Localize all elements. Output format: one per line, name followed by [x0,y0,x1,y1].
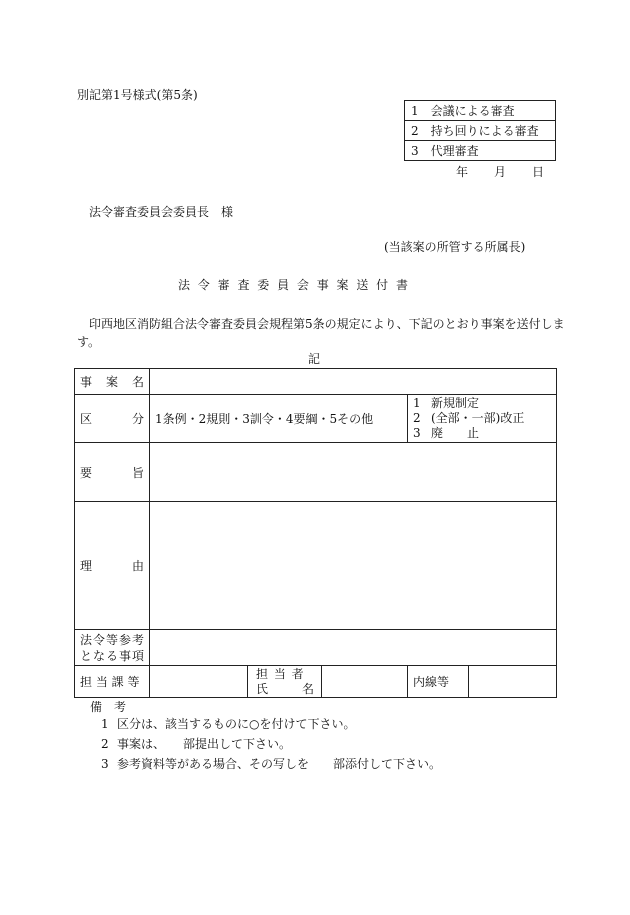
sender: (当該案の所管する所属長) [384,240,526,254]
label-jian-name: 事 案 名 [75,369,150,395]
ki-label: 記 [308,352,321,366]
row-youshi [75,443,557,502]
date-line: 年 月 日 [456,165,545,179]
review-type-row: 3 代理審査 [405,141,556,161]
value-tantousha[interactable] [322,666,408,698]
row-reference [75,630,557,666]
review-type-table [404,100,556,161]
body-text-line2: す。 [77,335,101,349]
label-tantou-ka: 担 当 課 等 [75,666,150,698]
label-tantousha: 担 当 者 氏 名 [248,666,322,698]
row-tantou [75,666,557,698]
label-riyu: 理 由 [75,502,150,630]
label-youshi: 要 旨 [75,443,150,502]
label-kubun: 区 分 [75,395,150,443]
value-riyu[interactable] [150,502,557,630]
document-title: 法 令 審 査 委 員 会 事 案 送 付 書 [178,278,410,292]
note-item: 2 事案は、 部提出して下さい。 [101,737,292,751]
row-jian-name [75,369,557,395]
row-riyu [75,502,557,630]
value-kubun[interactable]: 1条例・2規則・3訓令・4要綱・5その他 [150,395,408,443]
label-reference: 法令等参考 となる事項 [75,630,150,666]
addressee: 法令審査委員会委員長 様 [89,205,234,219]
main-form-table [74,368,557,698]
kubun-options[interactable] [408,395,557,443]
value-jian-name[interactable] [150,369,557,395]
review-type-row: 1 会議による審査 [405,101,556,121]
label-naisen: 内線等 [408,666,469,698]
note-item: 1 区分は、該当するものに○を付けて下さい。 [101,717,356,731]
row-kubun [75,395,557,443]
kubun-option: 1 新規制定 [413,396,480,410]
kubun-option: 3 廃 止 [413,426,480,440]
note-item: 3 参考資料等がある場合、その写しを 部添付して下さい。 [101,757,442,771]
review-type-row: 2 持ち回りによる審査 [405,121,556,141]
kubun-option: 2 (全部・一部)改正 [413,411,525,425]
form-number: 別記第1号様式(第5条) [77,88,198,102]
value-youshi[interactable] [150,443,557,502]
value-tantou-ka[interactable] [150,666,248,698]
value-reference[interactable] [150,630,557,666]
body-text-line1: 印西地区消防組合法令審査委員会規程第5条の規定により、下記のとおり事案を送付しま [89,317,565,331]
value-naisen[interactable] [469,666,557,698]
notes-list [101,714,441,774]
notes-title: 備 考 [90,700,127,714]
